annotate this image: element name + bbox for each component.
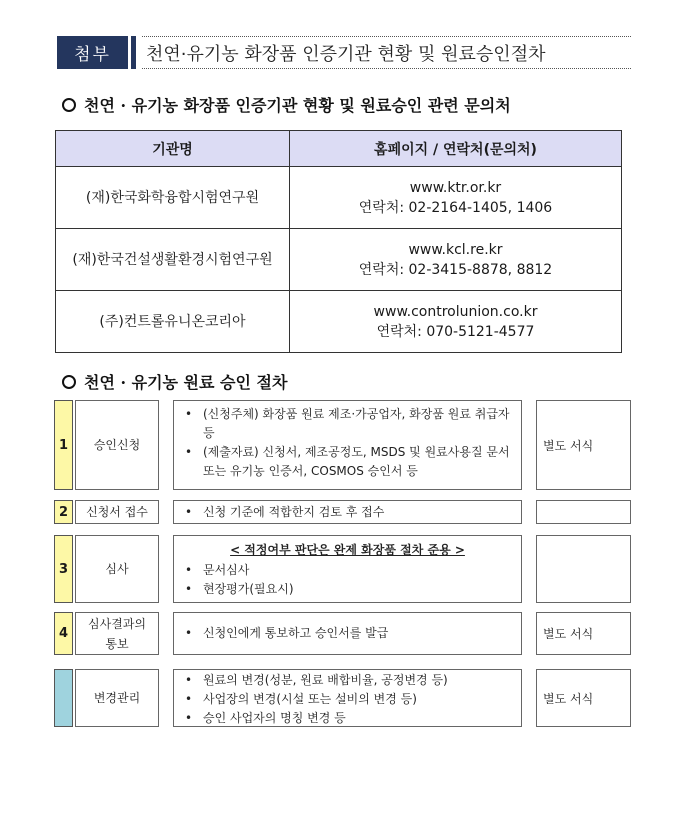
section-heading-institutions bbox=[62, 93, 511, 116]
column-header-contact: 홈페이지 / 연락처(문의처) bbox=[290, 131, 622, 167]
institution-website: www.kcl.re.kr bbox=[408, 241, 503, 258]
step-label bbox=[75, 612, 159, 655]
institution-name: (주)컨트롤유니온코리아 bbox=[56, 291, 290, 353]
institution-contact bbox=[290, 291, 622, 353]
institution-phone: 연락처: 02-3415-8878, 8812 bbox=[358, 261, 553, 278]
step-label: 신청서 접수 bbox=[75, 500, 159, 524]
step-number: 3 bbox=[54, 535, 73, 603]
circle-bullet-icon bbox=[62, 375, 76, 389]
step-number bbox=[54, 669, 73, 727]
institutions-table bbox=[55, 130, 622, 353]
step-note bbox=[536, 535, 631, 603]
attachment-badge: 첨부 bbox=[57, 36, 128, 69]
step-number: 1 bbox=[54, 400, 73, 490]
header-divider bbox=[131, 36, 136, 69]
institution-phone: 연락처: 02-2164-1405, 1406 bbox=[358, 199, 553, 216]
section-heading-procedure bbox=[62, 370, 287, 393]
step-label: 승인신청 bbox=[75, 400, 159, 490]
institution-contact bbox=[290, 229, 622, 291]
step-note: 별도 서식 bbox=[536, 400, 631, 490]
list-item: • 신청인에게 통보하고 승인서를 발급 bbox=[182, 624, 388, 643]
list-item: • 승인 사업자의 명칭 변경 등 bbox=[182, 709, 513, 728]
list-item: • (신청주체) 화장품 원료 제조·가공업자, 화장품 원료 취급자 등 bbox=[182, 405, 513, 443]
step-description bbox=[173, 535, 522, 603]
institution-name: (재)한국화학융합시험연구원 bbox=[56, 167, 290, 229]
list-item: • 신청 기준에 적합한지 검토 후 접수 bbox=[182, 503, 513, 522]
institution-website: www.ktr.or.kr bbox=[409, 179, 502, 196]
column-header-name: 기관명 bbox=[56, 131, 290, 167]
step-note: 별도 서식 bbox=[536, 669, 631, 727]
step-heading: < 적정여부 판단은 완제 화장품 절차 준용 > bbox=[230, 543, 465, 557]
step-note: 별도 서식 bbox=[536, 612, 631, 655]
list-item: • 사업장의 변경(시설 또는 설비의 변경 등) bbox=[182, 690, 513, 709]
page-title: 천연·유기농 화장품 인증기관 현황 및 원료승인절차 bbox=[142, 36, 631, 69]
list-item: • (제출자료) 신청서, 제조공정도, MSDS 및 원료사용질 문서 또는 유기농 인증서, COSMOS 승인서 등 bbox=[182, 443, 513, 481]
institution-name: (재)한국건설생활환경시험연구원 bbox=[56, 229, 290, 291]
step-number: 2 bbox=[54, 500, 73, 524]
table-row bbox=[56, 291, 622, 353]
step-description bbox=[173, 400, 522, 490]
institution-contact bbox=[290, 167, 622, 229]
section-heading-text: 천연 · 유기농 원료 승인 절차 bbox=[84, 373, 288, 392]
institution-website: www.controlunion.co.kr bbox=[373, 303, 538, 320]
table-row bbox=[56, 167, 622, 229]
step-label-line: 통보 bbox=[105, 636, 129, 651]
table-header-row bbox=[56, 131, 622, 167]
step-number: 4 bbox=[54, 612, 73, 655]
step-label: 심사 bbox=[75, 535, 159, 603]
step-description bbox=[173, 500, 522, 524]
step-note bbox=[536, 500, 631, 524]
step-description bbox=[173, 669, 522, 727]
list-item: • 문서심사 bbox=[182, 561, 513, 580]
list-item: • 현장평가(필요시) bbox=[182, 580, 513, 599]
step-description bbox=[173, 612, 522, 655]
institution-phone: 연락처: 070-5121-4577 bbox=[376, 323, 535, 340]
section-heading-text: 천연 · 유기농 화장품 인증기관 현황 및 원료승인 관련 문의처 bbox=[84, 96, 511, 115]
step-label: 변경관리 bbox=[75, 669, 159, 727]
step-label-line: 심사결과의 bbox=[88, 616, 146, 631]
list-item: • 원료의 변경(성분, 원료 배합비율, 공정변경 등) bbox=[182, 671, 513, 690]
table-row bbox=[56, 229, 622, 291]
circle-bullet-icon bbox=[62, 98, 76, 112]
